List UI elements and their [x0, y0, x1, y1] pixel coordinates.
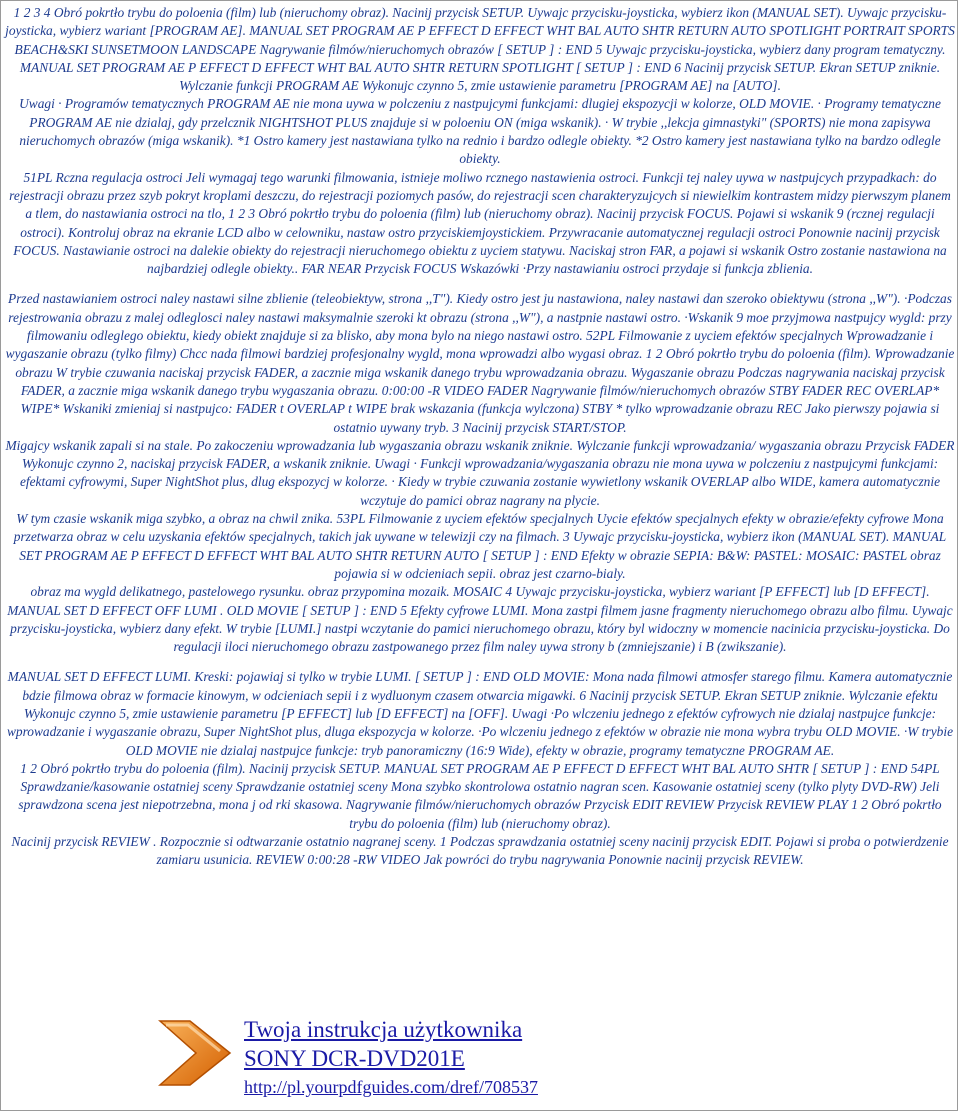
product-name-link[interactable]: SONY DCR-DVD201E [244, 1046, 465, 1071]
paragraph-7: obraz ma wygld delikatnego, pastelowego rysunku. obraz przypomina mozaik. MOSAIC 4 Uywajc przycisku-joysticka, wybierz wariant [P EFFECT] lub [D EFFECT]. MANUAL SET D EFFECT OFF LUMI . OLD MOVIE [ SETUP ] : END 5 Efekty cyfrowe LUMI. Mona zastpi filmem jasne fragmenty nieruchomego obrazu albo filmu. Uywajc przycisku-joysticka, wybierz dany efekt. W trybie [LUMI.] nastpi wczytanie do pamici nieruchomego obrazu, który byl widoczny w momencie nacinicia przycisku-joysticka. Do regulacji iloci nieruchomego obrazu zastpowanego przez film naley uywa strony b (zmniejszanie) i B (zwikszanie). [7, 584, 953, 655]
paragraph-8: MANUAL SET D EFFECT LUMI. Kreski: pojawiaj si tylko w trybie LUMI. [ SETUP ] : END OLD MOVIE: Mona nada filmowi atmosfer starego filmu. Kamera automatycznie bdzie filmowa obraz w formacie kinowym, w odcieniach sepii i z wydluonym czasem otwarcia migawki. 6 Nacinij przycisk SETUP. Ekran SETUP zniknie. Wylczanie efektu Wykonujc czynno 5, zmie ustawienie parametru [P EFFECT] lub [D EFFECT] na [OFF]. Uwagi ·Po wlczeniu jednego z efektów cyfrowych nie dzialaj nastpujce funkcje: wprowadzanie i wygaszanie obrazu, Super NightShot plus, dluga ekspozycja w kolorze. ·Po wlczeniu jednego z efektów w obrazie nie mona wybra trybu OLD MOVIE. ·W trybie OLD MOVIE nie dzialaj nastpujce funkcje: tryb panoramiczny (16:9 Wide), efekty w obrazie, programy tematyczne PROGRAM AE. [6, 669, 954, 758]
orange-arrow-icon [156, 1011, 236, 1091]
source-url-link[interactable]: http://pl.yourpdfguides.com/dref/708537 [244, 1077, 538, 1097]
paragraph-9: 1 2 Obró pokrtło trybu do poloenia (film). Nacinij przycisk SETUP. MANUAL SET PROGRAM AE P EFFECT D EFFECT WHT BAL AUTO SHTR [ SETUP ] : END 54PL Sprawdzanie/kasowanie ostatniej sceny Sprawdzanie ostatniej sceny Mona szybko skontrolowa ostatnio nagran scen. Kasowanie ostatniej sceny (tylko plyty DVD-RW) Jeli sprawdzona scena jest niepotrzebna, mona j od rki skasowa. Nagrywanie filmów/nieruchomych obrazów Przycisk EDIT REVIEW Przycisk REVIEW PLAY 1 2 Obró pokrtło trybu do poloenia (film) lub (nieruchomy obraz). [18, 760, 942, 831]
paragraph-gap [5, 656, 955, 668]
paragraph-3: 51PL Rczna regulacja ostroci Jeli wymagaj tego warunki filmowania, istnieje moliwo rcznego nastawienia ostroci. Funkcji tej naley uywa w nastpujcych przypadkach: do rejestracji obrazu przez szyb pokryt kroplami deszczu, do rejestracji poziomych pasów, do rejestracji scen charakteryzujcych si niewielkim kontrastem midzy pierwszym planem a tlem, do nastawiania ostroci na tlo, 1 2 3 Obró pokrtło trybu do poloenia (film) lub (nieruchomy obraz). Nacinij przycisk FOCUS. Pojawi si wskanik 9 (rcznej regulacji ostroci). Kontroluj obraz na ekranie LCD albo w celowniku, nastaw ostro przyciskiemjoystickiem. Przywracanie automatycznej regulacji ostroci Ponownie nacinij przycisk FOCUS. Nastawianie ostroci na dalekie obiekty do rejestracji nieruchomego obiektu z uyciem statywu. Naciskaj stron FAR, a pojawi si wskanik Ostro zostanie nastawiona na najbardziej odlegle obiekty.. FAR NEAR Przycisk FOCUS Wskazówki ·Przy nastawianiu ostroci przydaje si funkcja zblienia. [9, 169, 951, 277]
footer-banner [156, 1011, 856, 1107]
manual-title-link[interactable]: Twoja instrukcja użytkownika [244, 1017, 523, 1042]
paragraph-10: Nacinij przycisk REVIEW . Rozpocznie si odtwarzanie ostatnio nagranej sceny. 1 Podczas sprawdzania ostatniej sceny nacinij przycisk EDIT. Pojawi si proba o potwierdzenie zamiaru usunicia. REVIEW 0:00:28 -RW VIDEO Jak powróci do trybu nagrywania Ponownie nacinij przycisk REVIEW. [11, 834, 949, 868]
paragraph-4: Przed nastawianiem ostroci naley nastawi silne zblienie (teleobiektyw, strona ,,T"). Kiedy ostro jest ju nastawiona, naley nastawi dan szeroko obiektywu (strona ,,W"). ·Podczas rejestrowania obrazu z malej odleglosci naley nastawi maksymalnie szeroki kt obrazu (strona ,,W"), a nastpnie nastawi ostro. ·Wskanik 9 moe przyjmowa nastpujcy wygld: przy filmowaniu odleglego obiektu, kiedy obiekt znajduje si za blisko, aby mona bylo na niego nastawi ostro. 52PL Filmowanie z uyciem efektów specjalnych Wprowadzanie i wygaszanie obrazu (tylko filmy) Chcc nada filmowi bardziej profesjonalny wygld, mona wprowadzi albo wygasi obraz. 1 2 Obró pokrtło trybu do poloenia (film). Wprowadzanie obrazu W trybie czuwania naciskaj przycisk FADER, a zacznie miga wskanik danego trybu wprowadzania obrazu. Wygaszanie obrazu Podczas nagrywania naciskaj przycisk FADER, a zacznie miga wskanik danego trybu wygaszania obrazu. 0:00:00 -R VIDEO FADER Nagrywanie filmów/nieruchomych obrazów STBY FADER REC OVERLAP* WIPE* Wskaniki zmieniaj si nastpujco: FADER t OVERLAP t WIPE brak wskazania (funkcja wylczona) STBY * tylko wprowadzanie obrazu REC Jako pierwszy pojawia si ostatnio uywany tryb. 3 Nacinij przycisk START/STOP. [5, 291, 955, 435]
document-body [5, 4, 955, 870]
paragraph-1: 1 2 3 4 Obró pokrtło trybu do poloenia (film) lub (nieruchomy obraz). Nacinij przycisk SETUP. Uywajc przycisku-joysticka, wybierz ikon (MANUAL SET). Uywajc przycisku-joysticka, wybierz wariant [PROGRAM AE]. MANUAL SET PROGRAM AE P EFFECT D EFFECT WHT BAL AUTO SHTR RETURN AUTO SPOTLIGHT PORTRAIT SPORTS BEACH&SKI SUNSETMOON LANDSCAPE Nagrywanie filmów/nieruchomych obrazów [ SETUP ] : END 5 Uywajc przycisku-joysticka, wybierz dany program tematyczny. MANUAL SET PROGRAM AE P EFFECT D EFFECT WHT BAL AUTO SHTR RETURN SPOTLIGHT [ SETUP ] : END 6 Nacinij przycisk SETUP. Ekran SETUP zniknie. Wylczanie funkcji PROGRAM AE Wykonujc czynno 5, zmie ustawienie parametru [PROGRAM AE] na [AUTO]. [5, 5, 955, 94]
paragraph-5: Migajcy wskanik zapali si na stale. Po zakoczeniu wprowadzania lub wygaszania obrazu wskanik zniknie. Wylczanie funkcji wprowadzania/ wygaszania obrazu Przycisk FADER Wykonujc czynno 2, naciskaj przycisk FADER, a wskanik zniknie. Uwagi · Funkcji wprowadzania/wygaszania obrazu nie mona uywa w polczeniu z nastpujcymi funkcjami: efektami cyfrowymi, Super NightShot plus, dlug ekspozycj w kolorze. · Kiedy w trybie czuwania zostanie wywietlony wskanik OVERLAP albo WIDE, kamera automatycznie wczytuje do pamici obraz nagrany na plycie. [5, 437, 955, 508]
paragraph-gap [5, 278, 955, 290]
paragraph-2: Uwagi · Programów tematycznych PROGRAM AE nie mona uywa w polczeniu z nastpujcymi funkcjami: dlugiej ekspozycji w kolorze, OLD MOVIE. · Programy tematyczne PROGRAM AE nie dzialaj, gdy przelcznik NIGHTSHOT PLUS znajduje si w poloeniu ON (miga wskanik). · W trybie ,,lekcja gimnastyki" (SPORTS) nie mona zapisywa nieruchomych obrazów (miga wskanik). *1 Ostro kamery jest nastawiana tylko na rednio i bardzo odlegle obiekty. *2 Ostro kamery jest nastawiana tylko na bardzo odlegle obiekty. [19, 96, 941, 167]
paragraph-6: W tym czasie wskanik miga szybko, a obraz na chwil znika. 53PL Filmowanie z uyciem efektów specjalnych Uycie efektów specjalnych efekty w obrazie/efekty cyfrowe Mona przetwarza obraz w celu uzyskania efektów specjalnych, takich jak uywane w telewizji czy na filmach. 3 Uywajc przycisku-joysticka, wybierz ikon (MANUAL SET). MANUAL SET PROGRAM AE P EFFECT D EFFECT WHT BAL AUTO SHTR RETURN AUTO [ SETUP ] : END Efekty w obrazie SEPIA: B&W: PASTEL: MOSAIC: PASTEL obraz pojawia si w odcieniach sepii. obraz jest czarno-bialy. [13, 511, 947, 581]
footer-links [244, 1015, 538, 1099]
